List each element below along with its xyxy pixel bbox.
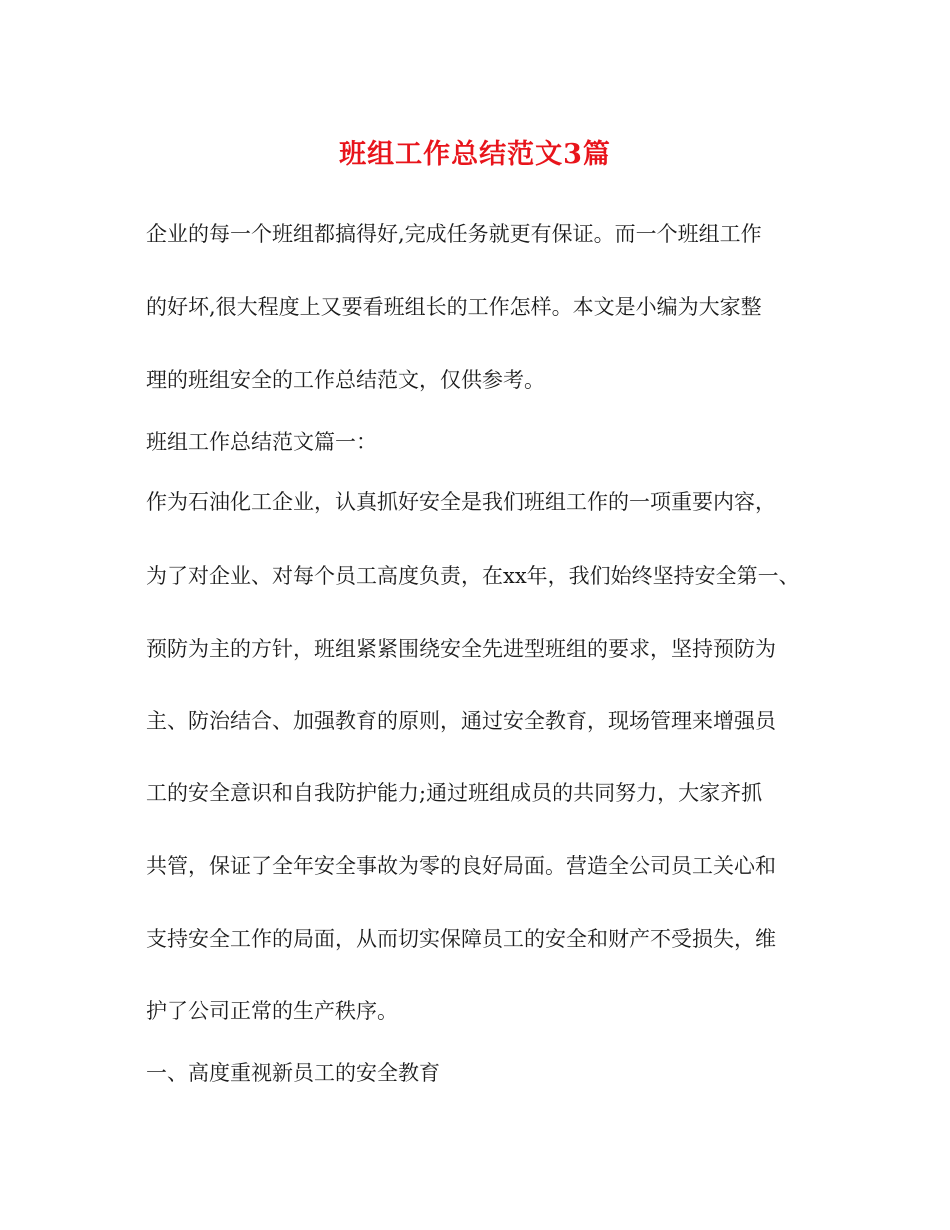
body-line-7: 支持安全工作的局面，从而切实保障员工的安全和财产不受损失，维 (146, 927, 776, 951)
section-heading-part-one: 班组工作总结范文篇一： (146, 430, 377, 454)
body-line-2: 为了对企业、对每个员工高度负责，在xx年，我们始终坚持安全第一、 (146, 564, 800, 588)
body-line-5: 工的安全意识和自我防护能力;通过班组成员的共同努力，大家齐抓 (146, 781, 763, 805)
body-line-3: 预防为主的方针，班组紧紧围绕安全先进型班组的要求，坚持预防为 (146, 637, 776, 661)
body-line-1: 作为石油化工企业，认真抓好安全是我们班组工作的一项重要内容， (146, 490, 776, 514)
intro-line-2: 的好坏,很大程度上又要看班组长的工作怎样。本文是小编为大家整 (146, 295, 762, 319)
document-title: 班组工作总结范文3篇 (339, 139, 611, 170)
body-line-6: 共管，保证了全年安全事故为零的良好局面。营造全公司员工关心和 (146, 854, 776, 878)
intro-line-3: 理的班组安全的工作总结范文，仅供参考。 (146, 368, 545, 392)
subheading-new-staff-safety: 一、高度重视新员工的安全教育 (146, 1061, 440, 1085)
body-line-8: 护了公司正常的生产秩序。 (146, 999, 398, 1023)
body-line-4: 主、防治结合、加强教育的原则，通过安全教育，现场管理来增强员 (146, 709, 776, 733)
intro-line-1: 企业的每一个班组都搞得好,完成任务就更有保证。而一个班组工作 (146, 222, 762, 246)
